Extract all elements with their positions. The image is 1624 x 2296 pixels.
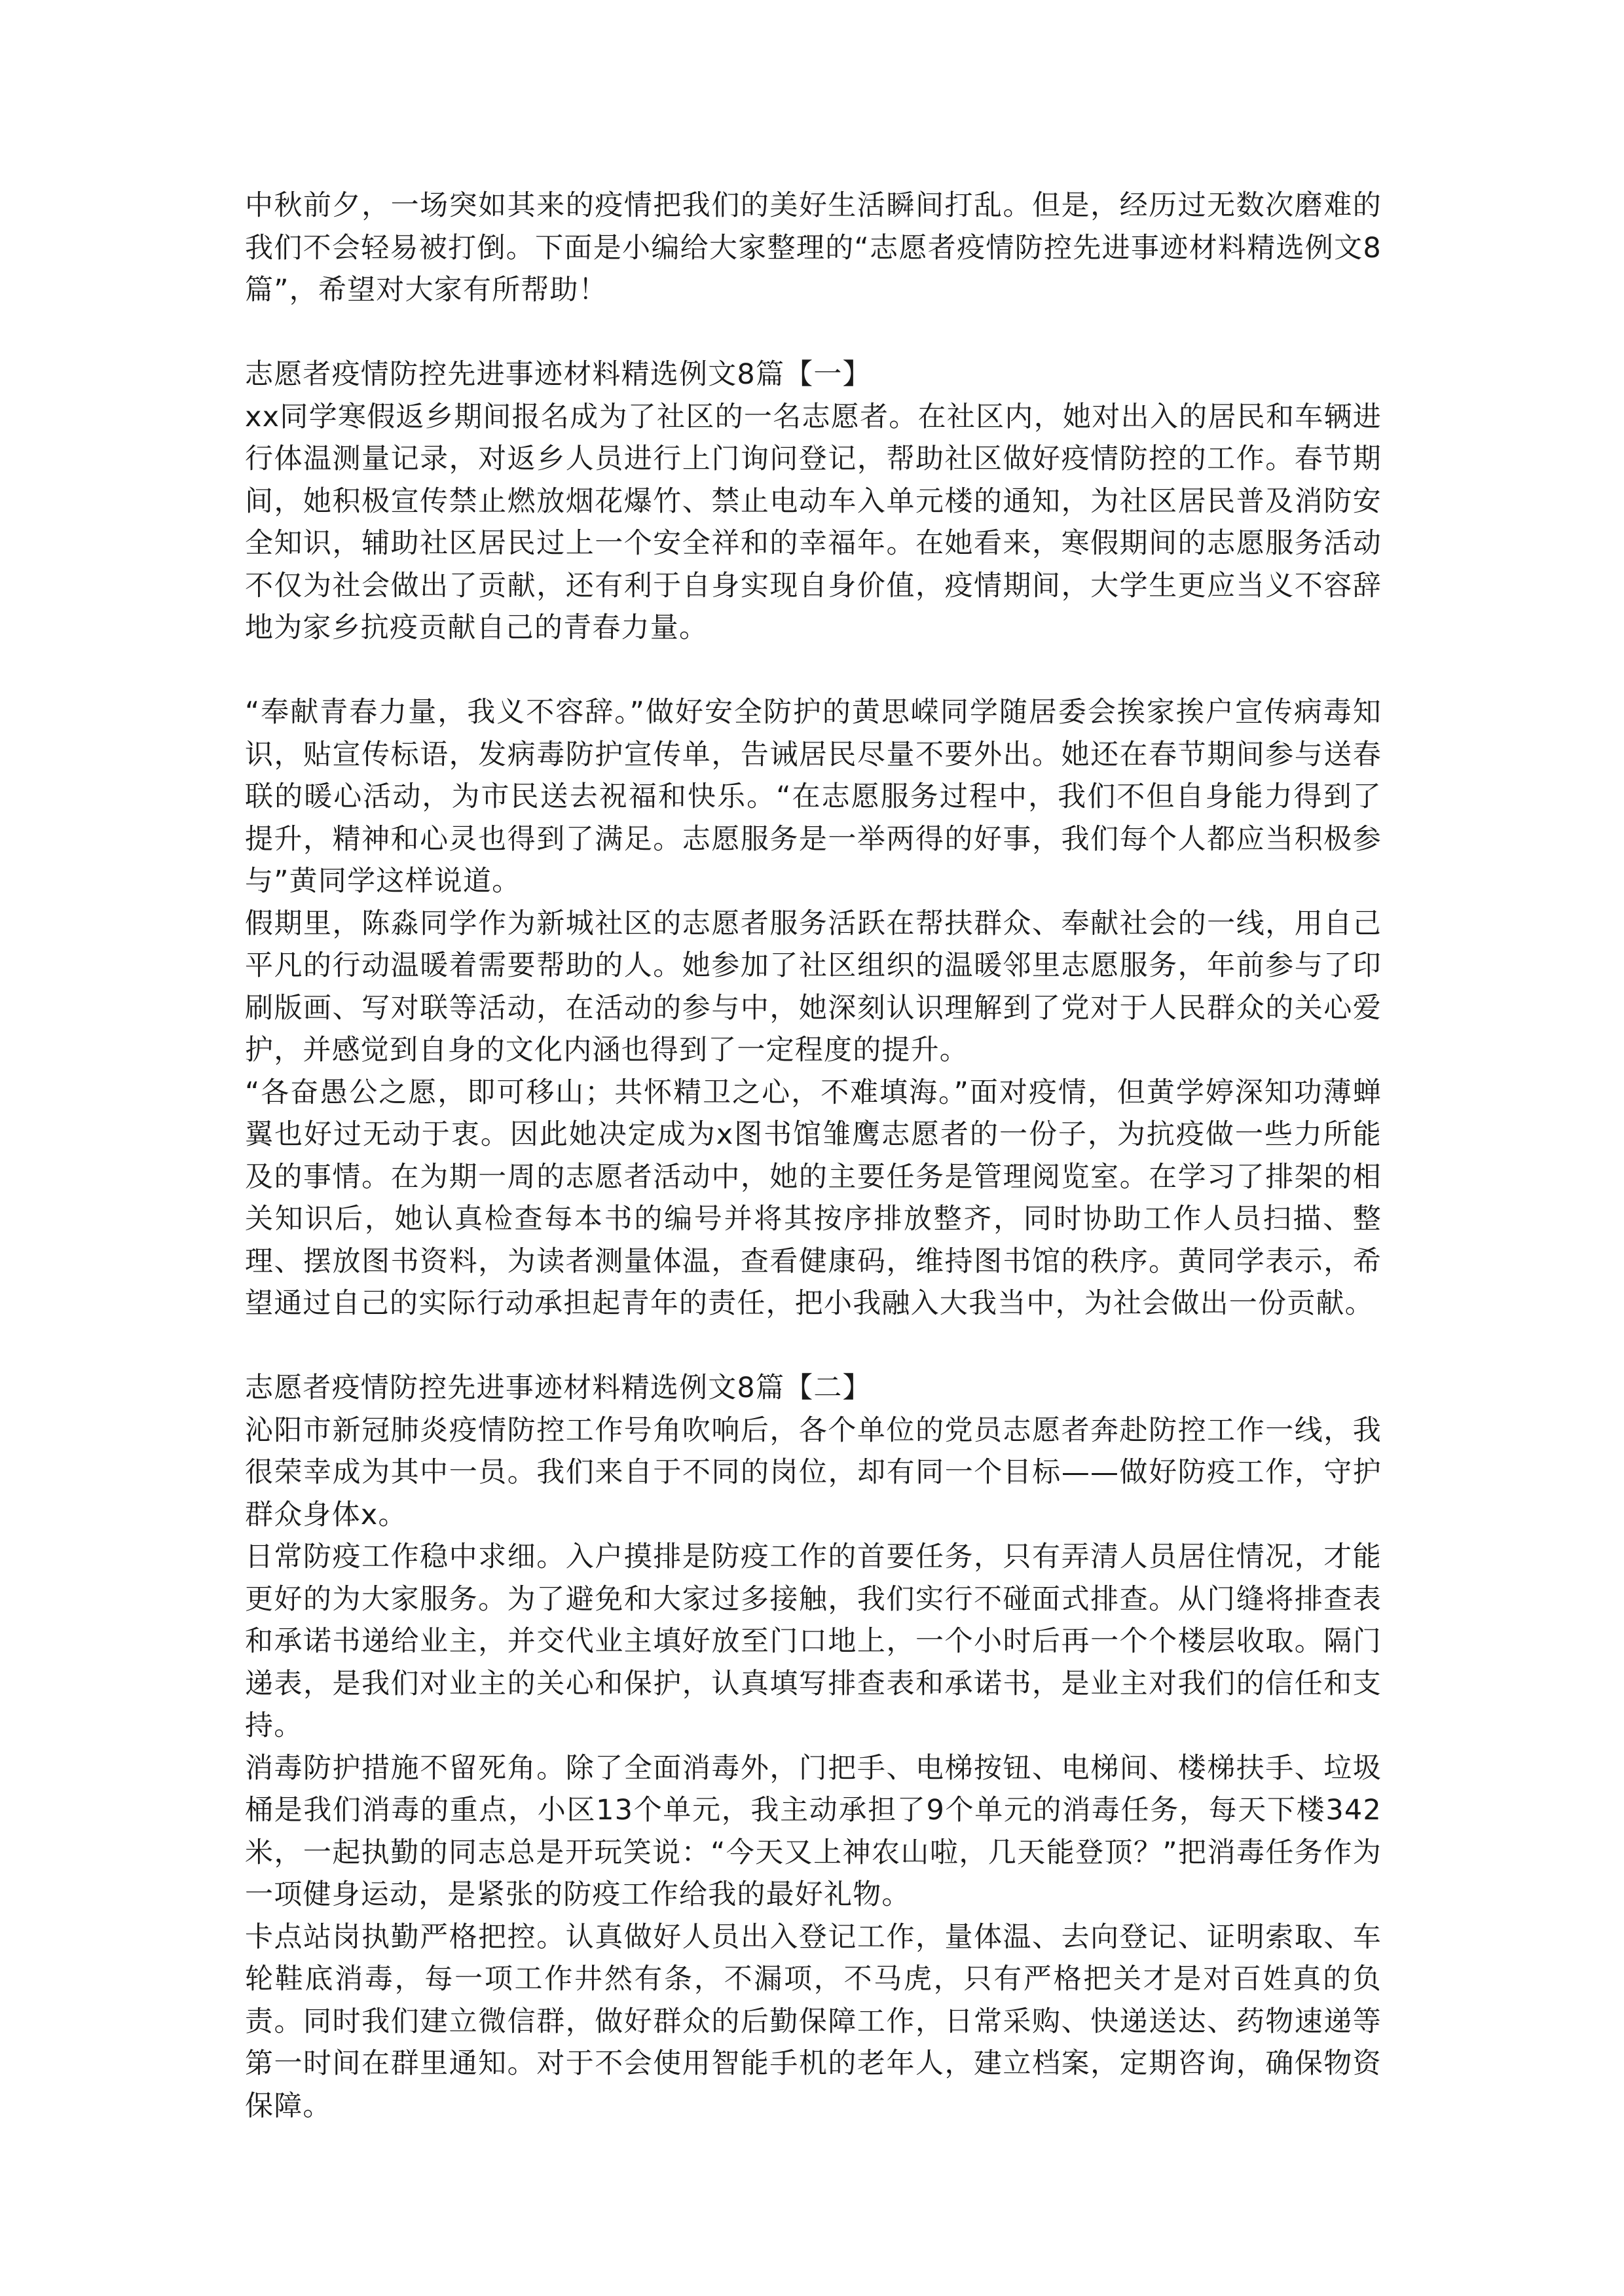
spacer xyxy=(245,312,1382,354)
section-2-paragraph: 消毒防护措施不留死角。除了全面消毒外，门把手、电梯按钮、电梯间、楼梯扶手、垃圾桶是我们消毒的重点，小区13个单元，我主动承担了9个单元的消毒任务，每天下楼342米，一起执勤的同志总是开玩笑说：“今天又上神农山啦，几天能登顶？”把消毒任务作为一项健身运动，是紧张的防疫工作给我的最好礼物。 xyxy=(245,1751,1382,1911)
section-2-paragraph: 沁阳市新冠肺炎疫情防控工作号角吹响后，各个单位的党员志愿者奔赴防控工作一线，我很荣幸成为其中一员。我们来自于不同的岗位，却有同一个目标——做好防疫工作，守护群众身体x。 xyxy=(245,1413,1382,1531)
document-body xyxy=(245,185,1382,2127)
section-1-paragraph: xx同学寒假返乡期间报名成为了社区的一名志愿者。在社区内，她对出入的居民和车辆进行体温测量记录，对返乡人员进行上门询问登记，帮助社区做好疫情防控的工作。春节期间，她积极宣传禁止燃放烟花爆竹、禁止电动车入单元楼的通知，为社区居民普及消防安全知识，辅助社区居民过上一个安全祥和的幸福年。在她看来，寒假期间的志愿服务活动不仅为社会做出了贡献，还有利于自身实现自身价值，疫情期间，大学生更应当义不容辞地为家乡抗疫贡献自己的青春力量。 xyxy=(245,400,1382,644)
intro-paragraph: 中秋前夕，一场突如其来的疫情把我们的美好生活瞬间打乱。但是，经历过无数次磨难的我们不会轻易被打倒。下面是小编给大家整理的“志愿者疫情防控先进事迹材料精选例文8篇”，希望对大家有所帮助！ xyxy=(245,189,1382,306)
section-2-title: 志愿者疫情防控先进事迹材料精选例文8篇【二】 xyxy=(245,1372,872,1404)
spacer xyxy=(245,649,1382,692)
section-2-paragraph: 日常防疫工作稳中求细。入户摸排是防疫工作的首要任务，只有弄清人员居住情况，才能更好的为大家服务。为了避免和大家过多接触，我们实行不碰面式排查。从门缝将排查表和承诺书递给业主，并交代业主填好放至门口地上，一个小时后再一个个楼层收取。隔门递表，是我们对业主的关心和保护，认真填写排查表和承诺书，是业主对我们的信任和支持。 xyxy=(245,1540,1382,1742)
section-1-paragraph: 假期里，陈淼同学作为新城社区的志愿者服务活跃在帮扶群众、奉献社会的一线，用自己平凡的行动温暖着需要帮助的人。她参加了社区组织的温暖邻里志愿服务，年前参与了印刷版画、写对联等活动，在活动的参与中，她深刻认识理解到了党对于人民群众的关心爱护，并感觉到自身的文化内涵也得到了一定程度的提升。 xyxy=(245,907,1382,1066)
spacer xyxy=(245,1325,1382,1368)
section-1-title: 志愿者疫情防控先进事迹材料精选例文8篇【一】 xyxy=(245,358,872,391)
section-1-paragraph: “奉献青春力量，我义不容辞。”做好安全防护的黄思嵘同学随居委会挨家挨户宣传病毒知识，贴宣传标语，发病毒防护宣传单，告诫居民尽量不要外出。她还在春节期间参与送春联的暖心活动，为市民送去祝福和快乐。“在志愿服务过程中，我们不但自身能力得到了提升，精神和心灵也得到了满足。志愿服务是一举两得的好事，我们每个人都应当积极参与”黄同学这样说道。 xyxy=(245,696,1382,898)
section-1-paragraph: “各奋愚公之愿，即可移山；共怀精卫之心，不难填海。”面对疫情，但黄学婷深知功薄蝉翼也好过无动于衷。因此她决定成为x图书馆雏鹰志愿者的一份子，为抗疫做一些力所能及的事情。在为期一周的志愿者活动中，她的主要任务是管理阅览室。在学习了排架的相关知识后，她认真检查每本书的编号并将其按序排放整齐，同时协助工作人员扫描、整理、摆放图书资料，为读者测量体温，查看健康码，维持图书馆的秩序。黄同学表示，希望通过自己的实际行动承担起青年的责任，把小我融入大我当中，为社会做出一份贡献。 xyxy=(245,1076,1382,1320)
section-2-paragraph: 卡点站岗执勤严格把控。认真做好人员出入登记工作，量体温、去向登记、证明索取、车轮鞋底消毒，每一项工作井然有条，不漏项，不马虎，只有严格把关才是对百姓真的负责。同时我们建立微信群，做好群众的后勤保障工作，日常采购、快递送达、药物速递等第一时间在群里通知。对于不会使用智能手机的老年人，建立档案，定期咨询，确保物资保障。 xyxy=(245,1920,1382,2123)
